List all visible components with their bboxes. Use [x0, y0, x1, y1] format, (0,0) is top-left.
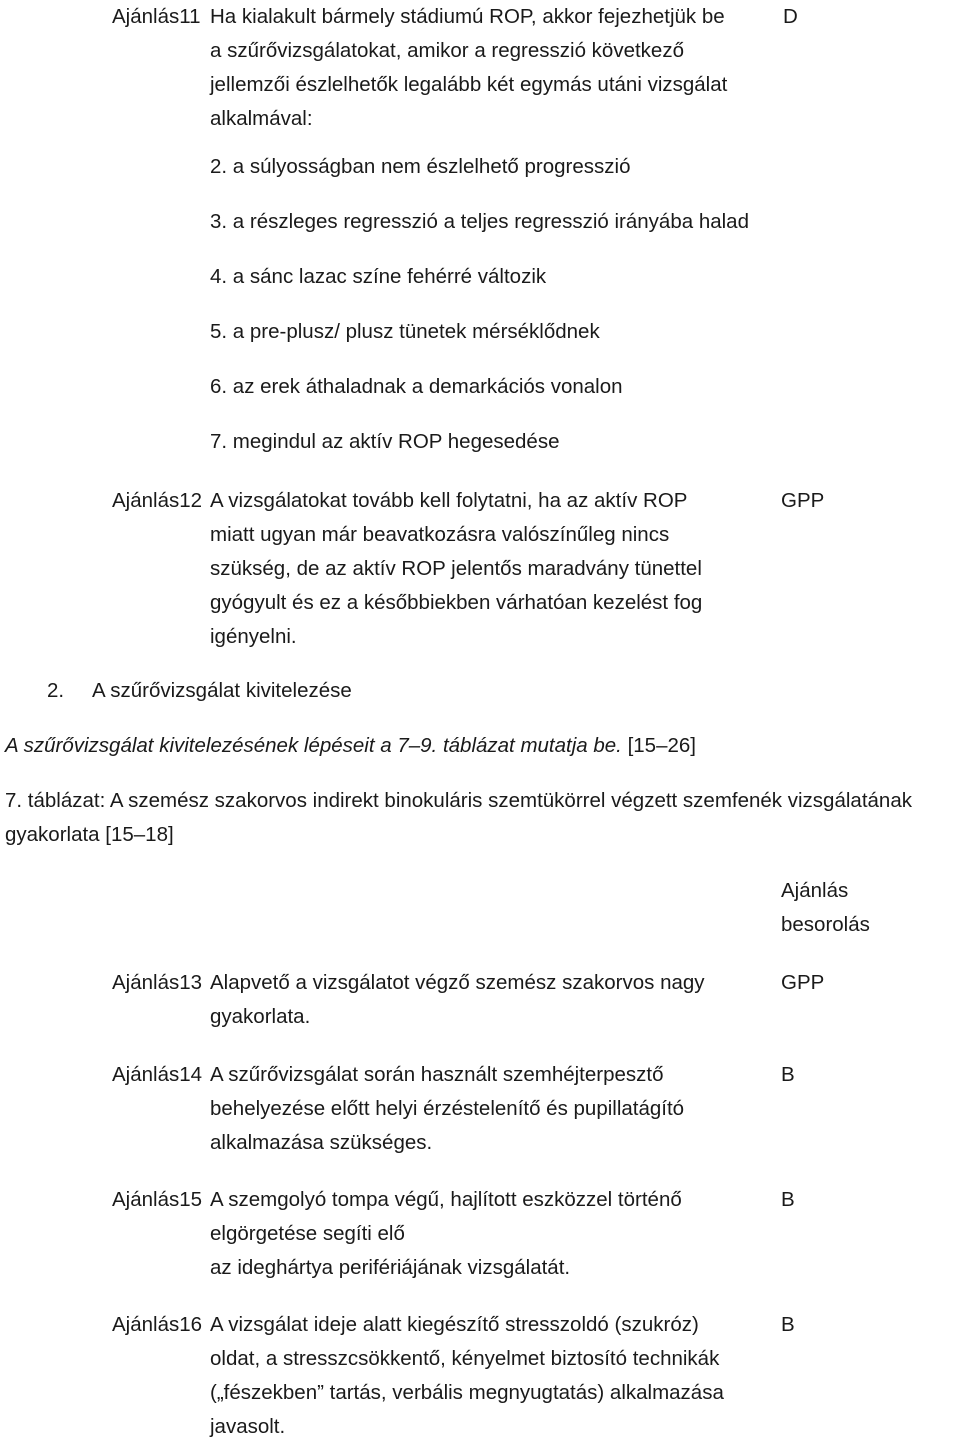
recommendation-15-label: Ajánlás15	[112, 1188, 203, 1211]
recommendation-13-text	[210, 966, 780, 1034]
table-caption	[5, 784, 960, 852]
text-line: szükség, de az aktív ROP jelentős maradvány tünettel	[210, 557, 702, 580]
caption-line: 7. táblázat: A szemész szakorvos indirekt binokuláris szemtükörrel végzett szemfenék vizsgálatának	[5, 789, 912, 812]
recommendation-12-text	[210, 484, 780, 654]
list-item: 2. a súlyosságban nem észlelhető progresszió	[210, 155, 631, 178]
text-line: gyógyult és ez a későbbiekben várhatóan kezelést fog	[210, 591, 703, 614]
text-line: A vizsgálat ideje alatt kiegészítő stresszoldó (szukróz)	[210, 1313, 699, 1336]
section-number: 2.	[47, 679, 65, 702]
recommendation-15-text	[210, 1183, 780, 1285]
text-line: alkalmával:	[210, 107, 313, 130]
intro-text: A szűrővizsgálat kivitelezésének lépéseit a 7–9. táblázat mutatja be.	[5, 734, 622, 757]
text-line: igényelni.	[210, 625, 297, 648]
recommendation-16-label: Ajánlás16	[112, 1313, 203, 1336]
text-line: gyakorlata.	[210, 1005, 311, 1028]
recommendation-14-label: Ajánlás14	[112, 1063, 203, 1086]
header-line: Ajánlás	[781, 879, 849, 902]
text-line: oldat, a stresszcsökkentő, kényelmet biztosító technikák	[210, 1347, 720, 1370]
text-line: elgörgetése segíti elő	[210, 1222, 405, 1245]
list-item: 6. az erek áthaladnak a demarkációs vonalon	[210, 375, 623, 398]
recommendation-13-label: Ajánlás13	[112, 971, 203, 994]
section-title: A szűrővizsgálat kivitelezése	[92, 679, 352, 702]
text-line: jellemzői észlelhetők legalább két egymás utáni vizsgálat	[210, 73, 728, 96]
recommendation-14-text	[210, 1058, 780, 1160]
recommendation-14-grade: B	[781, 1063, 795, 1086]
list-item: 4. a sánc lazac színe fehérré változik	[210, 265, 547, 288]
text-line: miatt ugyan már beavatkozásra valószínűleg nincs	[210, 523, 670, 546]
list-item: 5. a pre-plusz/ plusz tünetek mérséklődnek	[210, 320, 600, 343]
text-line: alkalmazása szükséges.	[210, 1131, 433, 1154]
text-line: („fészekben” tartás, verbális megnyugtatás) alkalmazása	[210, 1381, 724, 1404]
text-line: Alapvető a vizsgálatot végző szemész szakorvos nagy	[210, 971, 705, 994]
recommendation-11-text	[210, 0, 780, 136]
table-header-grade	[781, 874, 870, 942]
text-line: az ideghártya perifériájának vizsgálatát.	[210, 1256, 571, 1279]
text-line: A szűrővizsgálat során használt szemhéjterpesztő	[210, 1063, 664, 1086]
recommendation-11-grade: D	[783, 5, 798, 28]
recommendation-16-text	[210, 1308, 780, 1444]
recommendation-15-grade: B	[781, 1188, 795, 1211]
recommendation-12-label: Ajánlás12	[112, 489, 203, 512]
recommendation-12-grade: GPP	[781, 489, 825, 512]
recommendation-16-grade: B	[781, 1313, 795, 1336]
text-line: Ha kialakult bármely stádiumú ROP, akkor fejezhetjük be	[210, 5, 725, 28]
text-line: a szűrővizsgálatokat, amikor a regresszió következő	[210, 39, 684, 62]
caption-line: gyakorlata [15–18]	[5, 823, 174, 846]
text-line: A szemgolyó tompa végű, hajlított eszközzel történő	[210, 1188, 682, 1211]
recommendation-13-grade: GPP	[781, 971, 825, 994]
header-line: besorolás	[781, 913, 870, 936]
text-line: javasolt.	[210, 1415, 286, 1438]
text-line: A vizsgálatokat tovább kell folytatni, ha az aktív ROP	[210, 489, 688, 512]
recommendation-11-label: Ajánlás11	[112, 5, 201, 28]
intro-reference: [15–26]	[627, 734, 696, 757]
list-item: 7. megindul az aktív ROP hegesedése	[210, 430, 560, 453]
text-line: behelyezése előtt helyi érzéstelenítő és pupillatágító	[210, 1097, 685, 1120]
section-intro	[5, 729, 960, 763]
list-item: 3. a részleges regresszió a teljes regresszió irányába halad	[210, 210, 749, 233]
